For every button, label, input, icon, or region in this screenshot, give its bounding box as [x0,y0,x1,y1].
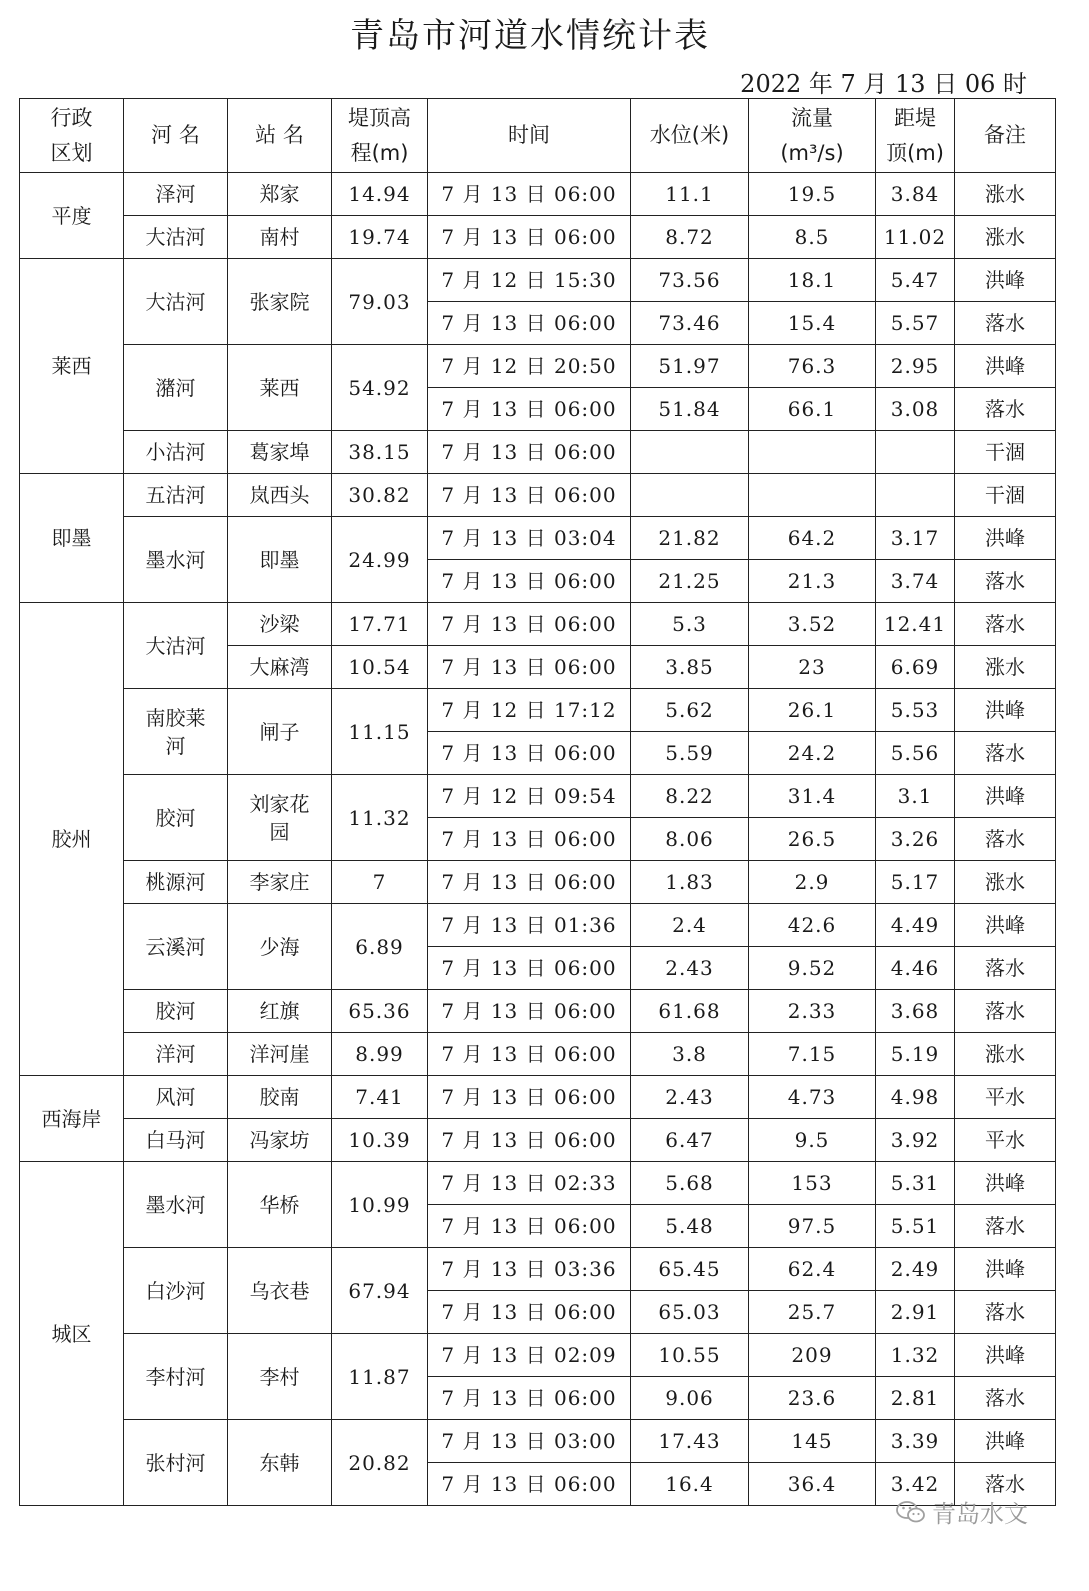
distance-cell: 5.47 [876,259,955,302]
station-cell: 乌衣巷 [228,1248,332,1334]
elevation-cell: 79.03 [332,259,428,345]
flow-cell: 26.5 [749,818,876,861]
elevation-cell: 14.94 [332,173,428,216]
note-cell: 涨水 [955,216,1056,259]
table-row [20,689,1056,732]
level-cell: 5.48 [631,1205,749,1248]
time-cell: 7 月 13 日 06:00 [428,1033,631,1076]
station-cell: 李村 [228,1334,332,1420]
watermark-text: 青岛水文 [932,1500,1028,1528]
header-flow [749,99,876,173]
level-cell: 8.72 [631,216,749,259]
flow-cell: 7.15 [749,1033,876,1076]
time-cell: 7 月 12 日 17:12 [428,689,631,732]
note-cell: 落水 [955,732,1056,775]
time-cell: 7 月 13 日 06:00 [428,1463,631,1506]
level-cell: 2.43 [631,1076,749,1119]
header-time: 时间 [428,99,631,173]
distance-cell: 5.17 [876,861,955,904]
table-row [20,431,1056,474]
station-cell: 葛家埠 [228,431,332,474]
note-cell: 干涸 [955,431,1056,474]
elevation-cell: 38.15 [332,431,428,474]
level-cell: 17.43 [631,1420,749,1463]
flow-cell: 9.52 [749,947,876,990]
station-cell: 华桥 [228,1162,332,1248]
table-row [20,1119,1056,1162]
time-cell: 7 月 13 日 06:00 [428,173,631,216]
table-row [20,345,1056,388]
river-cell: 风河 [124,1076,228,1119]
level-cell: 51.97 [631,345,749,388]
flow-cell: 97.5 [749,1205,876,1248]
distance-cell: 5.53 [876,689,955,732]
distance-cell: 3.39 [876,1420,955,1463]
header-river: 河 名 [124,99,228,173]
note-cell: 落水 [955,818,1056,861]
station-cell: 洋河崖 [228,1033,332,1076]
time-cell: 7 月 13 日 06:00 [428,646,631,689]
river-cell: 白马河 [124,1119,228,1162]
distance-cell: 5.31 [876,1162,955,1205]
note-cell: 落水 [955,603,1056,646]
station-cell: 南村 [228,216,332,259]
district-cell: 即墨 [20,474,124,603]
table-row [20,474,1056,517]
flow-cell: 25.7 [749,1291,876,1334]
header-note: 备注 [955,99,1056,173]
elevation-cell: 7.41 [332,1076,428,1119]
river-cell: 南胶莱河 [124,689,228,775]
distance-cell: 3.1 [876,775,955,818]
flow-cell: 36.4 [749,1463,876,1506]
elevation-cell: 7 [332,861,428,904]
time-cell: 7 月 13 日 06:00 [428,603,631,646]
river-cell: 张村河 [124,1420,228,1506]
water-level-table [19,98,1056,1506]
flow-cell: 9.5 [749,1119,876,1162]
time-cell: 7 月 13 日 06:00 [428,431,631,474]
table-row [20,603,1056,646]
table-row [20,517,1056,560]
distance-cell [876,431,955,474]
header-distance [876,99,955,173]
river-cell: 泽河 [124,173,228,216]
level-cell: 2.43 [631,947,749,990]
distance-cell: 12.41 [876,603,955,646]
river-cell: 小沽河 [124,431,228,474]
distance-cell: 4.46 [876,947,955,990]
level-cell: 21.25 [631,560,749,603]
time-cell: 7 月 13 日 06:00 [428,861,631,904]
elevation-cell: 24.99 [332,517,428,603]
note-cell: 洪峰 [955,259,1056,302]
distance-cell: 6.69 [876,646,955,689]
flow-cell: 26.1 [749,689,876,732]
time-cell: 7 月 13 日 06:00 [428,302,631,345]
time-cell: 7 月 13 日 06:00 [428,560,631,603]
level-cell: 65.03 [631,1291,749,1334]
table-row [20,1076,1056,1119]
header-station: 站 名 [228,99,332,173]
elevation-cell: 19.74 [332,216,428,259]
header-distance-line1: 距堤 [894,105,936,130]
river-cell: 五沽河 [124,474,228,517]
flow-cell [749,431,876,474]
station-cell: 郑家 [228,173,332,216]
station-cell: 闸子 [228,689,332,775]
note-cell: 洪峰 [955,1248,1056,1291]
flow-cell: 23 [749,646,876,689]
time-cell: 7 月 13 日 06:00 [428,1291,631,1334]
time-cell: 7 月 12 日 09:54 [428,775,631,818]
time-cell: 7 月 13 日 06:00 [428,947,631,990]
flow-cell: 18.1 [749,259,876,302]
river-cell: 大沽河 [124,216,228,259]
note-cell: 落水 [955,1463,1056,1506]
flow-cell: 66.1 [749,388,876,431]
distance-cell: 4.49 [876,904,955,947]
level-cell: 2.4 [631,904,749,947]
elevation-cell: 54.92 [332,345,428,431]
table-row [20,1248,1056,1291]
elevation-cell: 11.32 [332,775,428,861]
header-flow-line1: 流量 [791,105,833,130]
flow-cell: 19.5 [749,173,876,216]
distance-cell: 5.56 [876,732,955,775]
station-cell: 岚西头 [228,474,332,517]
flow-cell: 4.73 [749,1076,876,1119]
level-cell: 3.8 [631,1033,749,1076]
elevation-cell: 65.36 [332,990,428,1033]
note-cell: 涨水 [955,646,1056,689]
flow-cell: 62.4 [749,1248,876,1291]
table-row [20,1420,1056,1463]
time-cell: 7 月 13 日 03:04 [428,517,631,560]
station-cell: 冯家坊 [228,1119,332,1162]
station-cell: 少海 [228,904,332,990]
distance-cell: 3.92 [876,1119,955,1162]
flow-cell [749,474,876,517]
note-cell: 落水 [955,990,1056,1033]
time-cell: 7 月 12 日 15:30 [428,259,631,302]
note-cell: 干涸 [955,474,1056,517]
distance-cell: 5.19 [876,1033,955,1076]
header-district [20,99,124,173]
distance-cell: 2.81 [876,1377,955,1420]
elevation-cell: 67.94 [332,1248,428,1334]
elevation-cell: 10.99 [332,1162,428,1248]
river-cell: 大沽河 [124,259,228,345]
level-cell [631,474,749,517]
distance-cell: 11.02 [876,216,955,259]
note-cell: 落水 [955,947,1056,990]
wechat-icon [896,1500,926,1524]
flow-cell: 3.52 [749,603,876,646]
level-cell: 5.62 [631,689,749,732]
level-cell: 65.45 [631,1248,749,1291]
table-row [20,173,1056,216]
header-elevation-line1: 堤顶高 [348,105,411,130]
flow-cell: 76.3 [749,345,876,388]
note-cell: 涨水 [955,173,1056,216]
river-cell: 李村河 [124,1334,228,1420]
note-cell: 落水 [955,1291,1056,1334]
note-cell: 洪峰 [955,775,1056,818]
station-cell: 莱西 [228,345,332,431]
flow-cell: 21.3 [749,560,876,603]
station-cell: 即墨 [228,517,332,603]
district-cell: 平度 [20,173,124,259]
header-flow-line2: (m³/s) [780,140,844,165]
table-row [20,775,1056,818]
table-row [20,216,1056,259]
level-cell: 61.68 [631,990,749,1033]
note-cell: 落水 [955,560,1056,603]
level-cell: 8.06 [631,818,749,861]
flow-cell: 153 [749,1162,876,1205]
note-cell: 落水 [955,1377,1056,1420]
station-cell: 沙梁 [228,603,332,646]
river-cell: 云溪河 [124,904,228,990]
level-cell: 9.06 [631,1377,749,1420]
station-cell: 刘家花园 [228,775,332,861]
note-cell: 洪峰 [955,1420,1056,1463]
station-cell: 大麻湾 [228,646,332,689]
distance-cell: 3.26 [876,818,955,861]
distance-cell: 1.32 [876,1334,955,1377]
station-cell: 胶南 [228,1076,332,1119]
station-cell: 张家院 [228,259,332,345]
level-cell: 5.3 [631,603,749,646]
flow-cell: 15.4 [749,302,876,345]
time-cell: 7 月 13 日 06:00 [428,1119,631,1162]
header-district-line2: 区划 [50,140,93,165]
note-cell: 落水 [955,388,1056,431]
flow-cell: 31.4 [749,775,876,818]
level-cell: 21.82 [631,517,749,560]
table-row [20,990,1056,1033]
distance-cell: 3.68 [876,990,955,1033]
station-cell: 东韩 [228,1420,332,1506]
time-cell: 7 月 13 日 06:00 [428,216,631,259]
note-cell: 落水 [955,1205,1056,1248]
flow-cell: 8.5 [749,216,876,259]
distance-cell: 3.17 [876,517,955,560]
distance-cell: 3.84 [876,173,955,216]
district-cell: 城区 [20,1162,124,1506]
time-cell: 7 月 13 日 06:00 [428,1076,631,1119]
note-cell: 洪峰 [955,345,1056,388]
distance-cell: 5.51 [876,1205,955,1248]
distance-cell: 3.42 [876,1463,955,1506]
note-cell: 洪峰 [955,689,1056,732]
table-row [20,861,1056,904]
time-cell: 7 月 13 日 06:00 [428,474,631,517]
level-cell: 3.85 [631,646,749,689]
elevation-cell: 6.89 [332,904,428,990]
time-cell: 7 月 13 日 03:36 [428,1248,631,1291]
river-cell: 桃源河 [124,861,228,904]
district-cell: 胶州 [20,603,124,1076]
time-cell: 7 月 13 日 06:00 [428,732,631,775]
time-cell: 7 月 13 日 06:00 [428,990,631,1033]
distance-cell: 2.49 [876,1248,955,1291]
distance-cell: 3.08 [876,388,955,431]
river-cell: 胶河 [124,775,228,861]
report-time: 2022 年 7 月 13 日 06 时 [740,70,1027,98]
level-cell: 10.55 [631,1334,749,1377]
table-row [20,904,1056,947]
flow-cell: 2.33 [749,990,876,1033]
river-cell: 墨水河 [124,517,228,603]
elevation-cell: 17.71 [332,603,428,646]
time-cell: 7 月 13 日 02:09 [428,1334,631,1377]
table-row [20,1033,1056,1076]
flow-cell: 209 [749,1334,876,1377]
level-cell: 5.59 [631,732,749,775]
flow-cell: 42.6 [749,904,876,947]
river-cell: 墨水河 [124,1162,228,1248]
note-cell: 涨水 [955,1033,1056,1076]
flow-cell: 23.6 [749,1377,876,1420]
river-cell: 潴河 [124,345,228,431]
time-cell: 7 月 13 日 06:00 [428,818,631,861]
header-distance-line2: 顶(m) [886,140,944,165]
distance-cell [876,474,955,517]
flow-cell: 145 [749,1420,876,1463]
note-cell: 平水 [955,1076,1056,1119]
elevation-cell: 8.99 [332,1033,428,1076]
time-cell: 7 月 13 日 03:00 [428,1420,631,1463]
level-cell [631,431,749,474]
elevation-cell: 10.39 [332,1119,428,1162]
level-cell: 16.4 [631,1463,749,1506]
level-cell: 73.56 [631,259,749,302]
flow-cell: 2.9 [749,861,876,904]
table-row [20,1334,1056,1377]
time-cell: 7 月 13 日 06:00 [428,388,631,431]
time-cell: 7 月 13 日 02:33 [428,1162,631,1205]
distance-cell: 5.57 [876,302,955,345]
river-cell: 白沙河 [124,1248,228,1334]
level-cell: 11.1 [631,173,749,216]
table-row [20,259,1056,302]
distance-cell: 3.74 [876,560,955,603]
district-cell: 西海岸 [20,1076,124,1162]
river-cell: 大沽河 [124,603,228,689]
watermark [896,1494,1028,1529]
distance-cell: 2.95 [876,345,955,388]
station-cell: 红旗 [228,990,332,1033]
distance-cell: 4.98 [876,1076,955,1119]
time-cell: 7 月 13 日 06:00 [428,1377,631,1420]
note-cell: 洪峰 [955,904,1056,947]
note-cell: 洪峰 [955,1334,1056,1377]
table-header-row [20,99,1056,173]
time-cell: 7 月 12 日 20:50 [428,345,631,388]
note-cell: 洪峰 [955,1162,1056,1205]
page-title: 青岛市河道水情统计表 [350,16,710,56]
header-elevation [332,99,428,173]
elevation-cell: 20.82 [332,1420,428,1506]
note-cell: 平水 [955,1119,1056,1162]
flow-cell: 64.2 [749,517,876,560]
elevation-cell: 30.82 [332,474,428,517]
elevation-cell: 10.54 [332,646,428,689]
river-cell: 胶河 [124,990,228,1033]
level-cell: 8.22 [631,775,749,818]
river-cell: 洋河 [124,1033,228,1076]
elevation-cell: 11.15 [332,689,428,775]
header-level: 水位(米) [631,99,749,173]
header-elevation-line2: 程(m) [350,140,409,165]
station-cell: 李家庄 [228,861,332,904]
header-district-line1: 行政 [50,105,93,130]
level-cell: 73.46 [631,302,749,345]
elevation-cell: 11.87 [332,1334,428,1420]
level-cell: 5.68 [631,1162,749,1205]
district-cell: 莱西 [20,259,124,474]
flow-cell: 24.2 [749,732,876,775]
note-cell: 洪峰 [955,517,1056,560]
distance-cell: 2.91 [876,1291,955,1334]
level-cell: 51.84 [631,388,749,431]
time-cell: 7 月 13 日 06:00 [428,1205,631,1248]
table-row [20,1162,1056,1205]
note-cell: 涨水 [955,861,1056,904]
note-cell: 落水 [955,302,1056,345]
time-cell: 7 月 13 日 01:36 [428,904,631,947]
level-cell: 6.47 [631,1119,749,1162]
level-cell: 1.83 [631,861,749,904]
